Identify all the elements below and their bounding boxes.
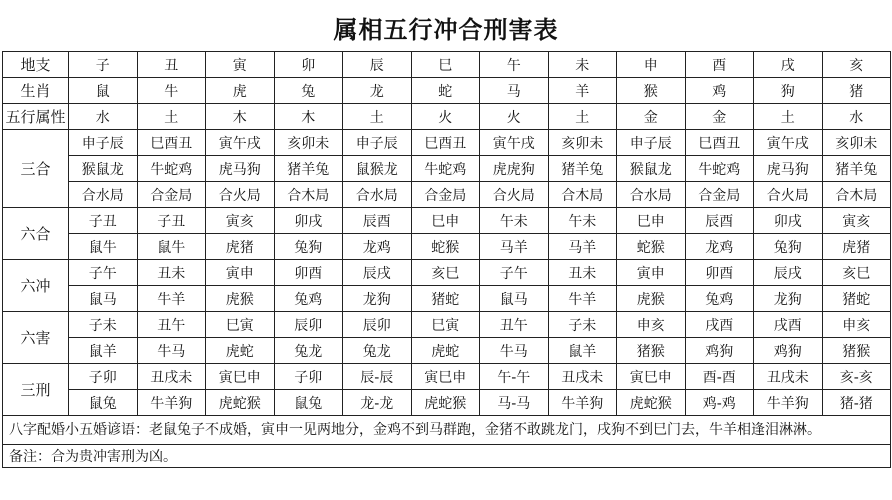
sanhe-cell: 合木局	[274, 182, 343, 208]
sanhe-cell: 合水局	[617, 182, 686, 208]
sanhe-cell: 合水局	[343, 182, 412, 208]
liuhai-cell: 申亥	[617, 312, 686, 338]
sanhe-cell: 巳酉丑	[685, 130, 754, 156]
liuhai-row	[3, 312, 891, 338]
proverb-row	[3, 416, 891, 445]
liuhe-cell: 寅亥	[206, 208, 275, 234]
sanxing-cell: 鼠兔	[274, 390, 343, 416]
zodiac-cell: 马	[480, 78, 549, 104]
liuchong-cell: 牛羊	[137, 286, 206, 312]
sanhe-cell: 虎虎狗	[480, 156, 549, 182]
liuchong-cell: 鼠马	[69, 286, 138, 312]
liuhe-cell: 蛇猴	[617, 234, 686, 260]
sanhe-cell: 虎马狗	[754, 156, 823, 182]
zodiac-cell: 龙	[343, 78, 412, 104]
liuhe-cell: 辰酉	[685, 208, 754, 234]
element-cell: 土	[754, 104, 823, 130]
sanhe-cell: 牛蛇鸡	[411, 156, 480, 182]
liuhe-cell: 马羊	[548, 234, 617, 260]
zodiac-cell: 兔	[274, 78, 343, 104]
liuchong-cell: 辰戌	[754, 260, 823, 286]
sanhe-cell: 猪羊兔	[548, 156, 617, 182]
sanhe-cell: 申子辰	[617, 130, 686, 156]
liuchong-cell: 牛羊	[548, 286, 617, 312]
sanxing-cell: 猪-猪	[822, 390, 891, 416]
liuhai-cell: 鸡狗	[685, 338, 754, 364]
liuhai-cell: 丑午	[137, 312, 206, 338]
branch-cell: 戌	[754, 52, 823, 78]
sanxing-cell: 亥-亥	[822, 364, 891, 390]
sanxing-cell: 丑戌未	[137, 364, 206, 390]
branch-cell: 辰	[343, 52, 412, 78]
element-cell: 金	[617, 104, 686, 130]
liuhe-cell: 巳申	[617, 208, 686, 234]
sanhe-cell: 虎马狗	[206, 156, 275, 182]
sanxing-cell: 午-午	[480, 364, 549, 390]
liuchong-cell: 虎猴	[617, 286, 686, 312]
element-row	[3, 104, 891, 130]
liuhe-cell: 龙鸡	[343, 234, 412, 260]
sanhe-cell: 猴鼠龙	[617, 156, 686, 182]
liuhai-cell: 鼠羊	[69, 338, 138, 364]
liuhai-cell: 子未	[69, 312, 138, 338]
liuchong-cell: 猪蛇	[822, 286, 891, 312]
sanhe-cell: 亥卯未	[274, 130, 343, 156]
liuhai-cell: 兔龙	[343, 338, 412, 364]
element-cell: 土	[343, 104, 412, 130]
zodiac-cell: 猪	[822, 78, 891, 104]
liuchong-cell: 卯酉	[274, 260, 343, 286]
zodiac-cell: 狗	[754, 78, 823, 104]
branch-cell: 丑	[137, 52, 206, 78]
liuhai-cell: 兔龙	[274, 338, 343, 364]
page-title: 属相五行冲合刑害表	[333, 16, 559, 44]
sanxing-cell: 牛羊狗	[754, 390, 823, 416]
liuhai-cell: 戌酉	[685, 312, 754, 338]
liuchong-cell: 丑未	[548, 260, 617, 286]
liuchong-cell: 辰戌	[343, 260, 412, 286]
element-cell: 金	[685, 104, 754, 130]
branch-cell: 未	[548, 52, 617, 78]
liuhe-cell: 卯戌	[754, 208, 823, 234]
sanxing-row	[3, 364, 891, 390]
sanhe-cell: 寅午戌	[754, 130, 823, 156]
sanxing-cell: 龙-龙	[343, 390, 412, 416]
sanhe-row	[3, 182, 891, 208]
sanxing-cell: 辰-辰	[343, 364, 412, 390]
sanxing-cell: 虎蛇猴	[617, 390, 686, 416]
liuhe-cell: 卯戌	[274, 208, 343, 234]
branch-cell: 申	[617, 52, 686, 78]
zodiac-cell: 虎	[206, 78, 275, 104]
sanhe-cell: 鼠猴龙	[343, 156, 412, 182]
branch-cell: 午	[480, 52, 549, 78]
liuhe-cell: 龙鸡	[685, 234, 754, 260]
liuhe-cell: 虎猪	[206, 234, 275, 260]
liuhai-cell: 虎蛇	[411, 338, 480, 364]
sanxing-cell: 子卯	[69, 364, 138, 390]
sanhe-cell: 猪羊兔	[274, 156, 343, 182]
liuhai-cell: 牛马	[137, 338, 206, 364]
sanxing-label: 三刑	[3, 364, 69, 416]
liuchong-cell: 卯酉	[685, 260, 754, 286]
sanxing-cell: 子卯	[274, 364, 343, 390]
liuhai-cell: 猪猴	[617, 338, 686, 364]
liuhai-cell: 辰卯	[274, 312, 343, 338]
sanxing-cell: 牛羊狗	[548, 390, 617, 416]
liuhai-cell: 戌酉	[754, 312, 823, 338]
element-label: 五行属性	[3, 104, 69, 130]
branch-cell: 寅	[206, 52, 275, 78]
zodiac-cell: 牛	[137, 78, 206, 104]
liuchong-row	[3, 260, 891, 286]
liuhe-cell: 午未	[480, 208, 549, 234]
liuhe-row	[3, 234, 891, 260]
liuchong-cell: 猪蛇	[411, 286, 480, 312]
sanhe-cell: 牛蛇鸡	[137, 156, 206, 182]
sanhe-cell: 合水局	[69, 182, 138, 208]
branch-cell: 亥	[822, 52, 891, 78]
liuhe-cell: 兔狗	[754, 234, 823, 260]
sanxing-cell: 牛羊狗	[137, 390, 206, 416]
liuchong-cell: 子午	[480, 260, 549, 286]
liuhai-cell: 申亥	[822, 312, 891, 338]
sanhe-cell: 合金局	[137, 182, 206, 208]
liuchong-cell: 子午	[69, 260, 138, 286]
liuhe-cell: 辰酉	[343, 208, 412, 234]
liuchong-cell: 鼠马	[480, 286, 549, 312]
liuhe-cell: 鼠牛	[69, 234, 138, 260]
sanxing-cell: 酉-酉	[685, 364, 754, 390]
element-cell: 水	[69, 104, 138, 130]
liuhe-cell: 午未	[548, 208, 617, 234]
sanxing-cell: 鼠兔	[69, 390, 138, 416]
branch-cell: 巳	[411, 52, 480, 78]
branch-cell: 酉	[685, 52, 754, 78]
element-cell: 火	[480, 104, 549, 130]
branch-cell: 卯	[274, 52, 343, 78]
sanhe-cell: 巳酉丑	[411, 130, 480, 156]
sanhe-cell: 亥卯未	[822, 130, 891, 156]
liuhe-cell: 寅亥	[822, 208, 891, 234]
branch-label: 地支	[3, 52, 69, 78]
sanxing-cell: 丑戌未	[548, 364, 617, 390]
sanhe-cell: 申子辰	[69, 130, 138, 156]
liuchong-cell: 亥巳	[411, 260, 480, 286]
sanxing-cell: 鸡-鸡	[685, 390, 754, 416]
liuhe-cell: 虎猪	[822, 234, 891, 260]
liuhai-cell: 猪猴	[822, 338, 891, 364]
element-cell: 土	[137, 104, 206, 130]
liuhai-label: 六害	[3, 312, 69, 364]
sanhe-label: 三合	[3, 130, 69, 208]
sanxing-row	[3, 390, 891, 416]
zodiac-cell: 猴	[617, 78, 686, 104]
zodiac-cell: 蛇	[411, 78, 480, 104]
sanhe-cell: 猪羊兔	[822, 156, 891, 182]
liuchong-cell: 兔鸡	[685, 286, 754, 312]
liuhe-cell: 兔狗	[274, 234, 343, 260]
remark-note: 备注：合为贵冲害刑为凶。	[3, 445, 891, 468]
sanxing-cell: 丑戌未	[754, 364, 823, 390]
liuchong-cell: 兔鸡	[274, 286, 343, 312]
liuhai-row	[3, 338, 891, 364]
liuhe-cell: 鼠牛	[137, 234, 206, 260]
sanhe-cell: 合木局	[548, 182, 617, 208]
zodiac-row	[3, 78, 891, 104]
liuchong-cell: 寅申	[617, 260, 686, 286]
sanxing-cell: 虎蛇猴	[206, 390, 275, 416]
sanxing-cell: 虎蛇猴	[411, 390, 480, 416]
sanhe-cell: 亥卯未	[548, 130, 617, 156]
sanxing-cell: 寅巳申	[617, 364, 686, 390]
liuhe-row	[3, 208, 891, 234]
sanhe-cell: 合火局	[480, 182, 549, 208]
liuchong-cell: 龙狗	[754, 286, 823, 312]
liuhe-cell: 子丑	[137, 208, 206, 234]
remark-row	[3, 445, 891, 468]
sanhe-cell: 寅午戌	[206, 130, 275, 156]
liuchong-cell: 亥巳	[822, 260, 891, 286]
liuchong-cell: 寅申	[206, 260, 275, 286]
sanhe-cell: 寅午戌	[480, 130, 549, 156]
zodiac-cell: 鼠	[69, 78, 138, 104]
branch-cell: 子	[69, 52, 138, 78]
liuchong-cell: 丑未	[137, 260, 206, 286]
liuhe-cell: 马羊	[480, 234, 549, 260]
sanhe-cell: 申子辰	[343, 130, 412, 156]
liuchong-label: 六冲	[3, 260, 69, 312]
liuhai-cell: 牛马	[480, 338, 549, 364]
sanhe-cell: 牛蛇鸡	[685, 156, 754, 182]
sanxing-cell: 寅巳申	[206, 364, 275, 390]
zodiac-label: 生肖	[3, 78, 69, 104]
element-cell: 木	[206, 104, 275, 130]
liuhe-cell: 子丑	[69, 208, 138, 234]
sanhe-cell: 合金局	[411, 182, 480, 208]
liuchong-row	[3, 286, 891, 312]
branch-row	[3, 52, 891, 78]
zodiac-cell: 鸡	[685, 78, 754, 104]
liuhe-cell: 巳申	[411, 208, 480, 234]
liuhai-cell: 鼠羊	[548, 338, 617, 364]
sanhe-cell: 合火局	[206, 182, 275, 208]
liuhai-cell: 巳寅	[411, 312, 480, 338]
zodiac-table	[2, 51, 891, 468]
element-cell: 土	[548, 104, 617, 130]
sanxing-cell: 马-马	[480, 390, 549, 416]
liuhai-cell: 虎蛇	[206, 338, 275, 364]
sanxing-cell: 寅巳申	[411, 364, 480, 390]
sanhe-cell: 巳酉丑	[137, 130, 206, 156]
liuhai-cell: 鸡狗	[754, 338, 823, 364]
proverb-note: 八字配婚小五婚谚语：老鼠兔子不成婚，寅申一见两地分，金鸡不到马群跑，金猪不敢跳龙门，戌狗不到巳门去，牛羊相逢泪淋淋。	[3, 416, 891, 445]
element-cell: 水	[822, 104, 891, 130]
liuhe-cell: 蛇猴	[411, 234, 480, 260]
element-cell: 火	[411, 104, 480, 130]
sanhe-cell: 猴鼠龙	[69, 156, 138, 182]
liuhai-cell: 巳寅	[206, 312, 275, 338]
sanhe-row	[3, 130, 891, 156]
element-cell: 木	[274, 104, 343, 130]
sanhe-row	[3, 156, 891, 182]
liuhai-cell: 丑午	[480, 312, 549, 338]
liuhe-label: 六合	[3, 208, 69, 260]
liuchong-cell: 龙狗	[343, 286, 412, 312]
liuhai-cell: 辰卯	[343, 312, 412, 338]
zodiac-cell: 羊	[548, 78, 617, 104]
sanhe-cell: 合木局	[822, 182, 891, 208]
sanhe-cell: 合金局	[685, 182, 754, 208]
liuchong-cell: 虎猴	[206, 286, 275, 312]
liuhai-cell: 子未	[548, 312, 617, 338]
sanhe-cell: 合火局	[754, 182, 823, 208]
